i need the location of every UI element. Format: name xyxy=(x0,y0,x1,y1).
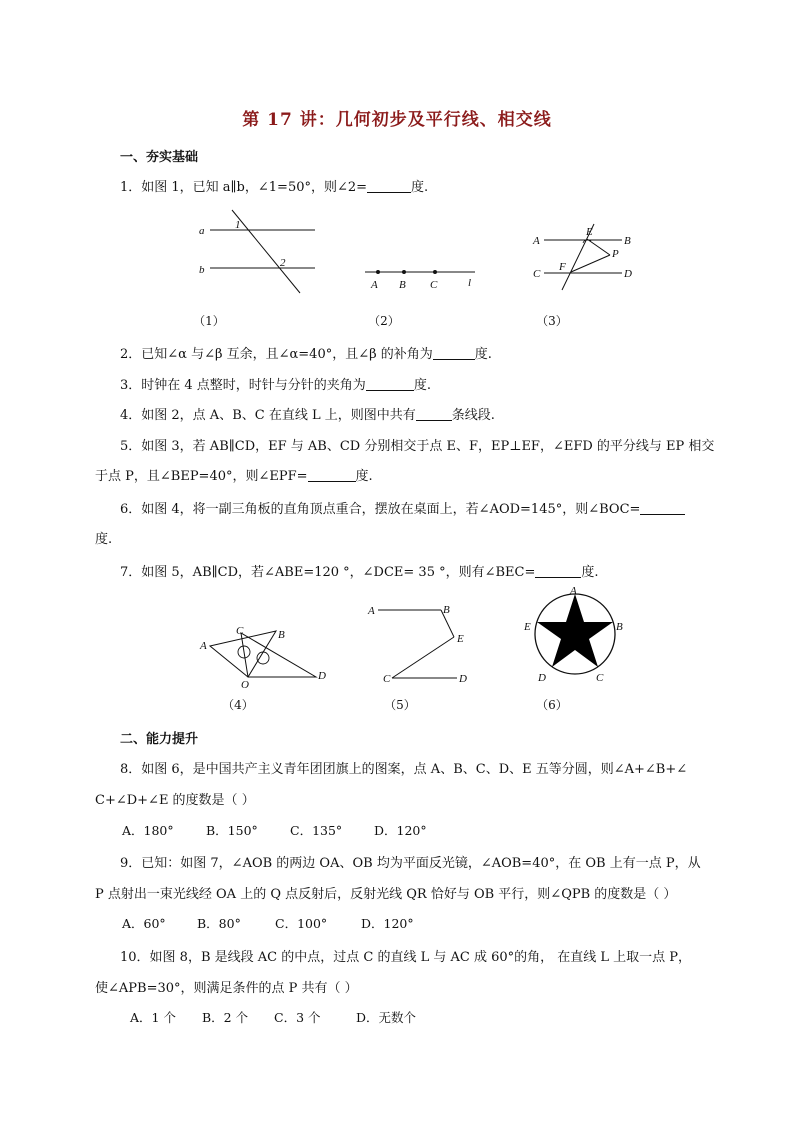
figure-4 xyxy=(196,622,336,690)
caption-2: （2） xyxy=(368,314,400,328)
figure-1 xyxy=(190,205,330,295)
point-a xyxy=(376,270,380,274)
q3-answer-blank[interactable] xyxy=(366,378,414,391)
fig3-label-p: P xyxy=(612,248,619,260)
fig4-label-o: O xyxy=(241,679,249,690)
q4-answer-blank[interactable] xyxy=(416,408,452,421)
fig3-label-f: F xyxy=(559,261,566,273)
fig2-label-b: B xyxy=(399,279,406,291)
fig5-label-e: E xyxy=(457,633,464,645)
q8-option-d[interactable]: D．120° xyxy=(374,823,427,838)
q5-unit: 度. xyxy=(355,469,373,484)
caption-6: （6） xyxy=(536,698,568,712)
fig3-label-c: C xyxy=(533,268,541,280)
figure-3 xyxy=(530,218,640,293)
fig1-angle-1: 1 xyxy=(235,219,241,231)
fig6-label-d: D xyxy=(538,672,546,684)
q10-option-c[interactable]: C．3 个 xyxy=(274,1010,321,1025)
fig4-label-b: B xyxy=(278,629,285,641)
fig1-label-a: a xyxy=(199,225,205,237)
q2-unit: 度. xyxy=(474,347,492,362)
page-title: 第 17 讲：几何初步及平行线、相交线 xyxy=(242,110,552,130)
triangle-aob xyxy=(210,631,276,677)
q7-text: 7．如图 5，AB∥CD，若∠ABE=120 °，∠DCE= 35 °，则有∠BEC= xyxy=(120,565,536,580)
q8-option-c[interactable]: C．135° xyxy=(290,823,343,838)
fig5-label-d: D xyxy=(459,673,467,685)
question-5-line-2 xyxy=(95,465,373,484)
fig1-label-b: b xyxy=(199,264,205,276)
q6-answer-blank[interactable] xyxy=(640,502,685,515)
section-heading-basics: 一、夯实基础 xyxy=(120,150,199,165)
q9-option-c[interactable]: C．100° xyxy=(275,916,328,931)
fig6-label-e: E xyxy=(524,621,531,633)
segment-ep xyxy=(587,239,610,255)
question-6-line-1 xyxy=(120,498,685,517)
question-2 xyxy=(120,343,492,362)
point-b xyxy=(402,270,406,274)
q3-unit: 度. xyxy=(413,378,431,393)
fig5-label-c: C xyxy=(383,673,391,685)
q7-unit: 度. xyxy=(581,565,599,580)
caption-3: （3） xyxy=(536,314,568,328)
q9-option-b[interactable]: B．80° xyxy=(197,916,241,931)
question-9-line-1: 9．已知：如图 7，∠AOB 的两边 OA、OB 均为平面反光镜，∠AOB=40°，在 OB 上有一点 P，从 xyxy=(120,856,701,871)
point-c xyxy=(433,270,437,274)
question-6-unit: 度. xyxy=(95,532,113,547)
fig3-label-a: A xyxy=(533,235,540,247)
fig4-label-d: D xyxy=(318,670,326,682)
transversal xyxy=(232,210,300,293)
fig6-label-b: B xyxy=(616,621,623,633)
fig5-label-a: A xyxy=(368,605,375,617)
q9-option-d[interactable]: D．120° xyxy=(361,916,414,931)
fig2-label-l: l xyxy=(468,277,472,289)
caption-1: （1） xyxy=(193,314,225,328)
q4-unit: 条线段. xyxy=(451,408,495,423)
fig6-label-c: C xyxy=(596,672,604,684)
q10-option-b[interactable]: B．2 个 xyxy=(202,1010,249,1025)
q3-text: 3．时钟在 4 点整时，时针与分针的夹角为 xyxy=(120,378,366,393)
question-10-line-2: 使∠APB=30°，则满足条件的点 P 共有（ ） xyxy=(95,981,358,996)
figure-6 xyxy=(514,584,634,688)
caption-5: （5） xyxy=(384,698,416,712)
q5-text: 于点 P，且∠BEP=40°，则∠EPF= xyxy=(95,469,308,484)
q1-unit: 度. xyxy=(411,180,429,195)
section-heading-advanced: 二、能力提升 xyxy=(120,732,199,747)
question-9-options xyxy=(122,914,414,932)
caption-4: （4） xyxy=(222,698,254,712)
q5-answer-blank[interactable] xyxy=(308,469,356,482)
segment-ec xyxy=(392,637,454,678)
segment-fp xyxy=(571,255,610,272)
question-4 xyxy=(120,404,495,423)
q2-answer-blank[interactable] xyxy=(433,347,475,360)
fig1-angle-2: 2 xyxy=(280,257,286,269)
fig4-label-a: A xyxy=(200,640,207,652)
fig3-label-b: B xyxy=(624,235,631,247)
q1-answer-blank[interactable] xyxy=(367,180,411,193)
q10-option-d[interactable]: D．无数个 xyxy=(356,1010,417,1025)
question-1 xyxy=(120,176,428,195)
q7-answer-blank[interactable] xyxy=(535,565,581,578)
q4-text: 4．如图 2，点 A、B、C 在直线 L 上，则图中共有 xyxy=(120,408,416,423)
question-8-line-1: 8．如图 6，是中国共产主义青年团团旗上的图案，点 A、B、C、D、E 五等分圆，则∠A+∠B+∠ xyxy=(120,762,688,777)
fig2-label-c: C xyxy=(430,279,438,291)
fig3-label-e: E xyxy=(586,226,593,238)
question-8-line-2: C+∠D+∠E 的度数是（ ） xyxy=(95,793,255,808)
fig4-label-c: C xyxy=(236,625,244,637)
q8-option-b[interactable]: B．150° xyxy=(206,823,258,838)
q9-option-a[interactable]: A．60° xyxy=(122,916,166,931)
triangle-hole-2 xyxy=(257,652,269,664)
fig3-label-d: D xyxy=(624,268,632,280)
question-9-line-2: P 点射出一束光线经 OA 上的 Q 点反射后，反射光线 QR 恰好与 OB 平行，则∠QPB 的度数是（ ） xyxy=(95,887,677,902)
figure-2 xyxy=(360,258,480,293)
question-7 xyxy=(120,561,599,580)
question-3 xyxy=(120,374,431,393)
fig6-label-a: A xyxy=(570,585,577,597)
q8-option-a[interactable]: A．180° xyxy=(122,823,174,838)
question-10-line-1: 10．如图 8，B 是线段 AC 的中点，过点 C 的直线 L 与 AC 成 60°的角， 在直线 L 上取一点 P， xyxy=(120,950,692,965)
fig5-label-b: B xyxy=(443,604,450,616)
q1-text: 1．如图 1，已知 a∥b，∠1=50°，则∠2= xyxy=(120,180,368,195)
q10-option-a[interactable]: A．1 个 xyxy=(130,1010,176,1025)
figure-5 xyxy=(362,600,472,688)
question-5-line-1: 5．如图 3，若 AB∥CD，EF 与 AB、CD 分别相交于点 E、F，EP⊥EF，∠EFD 的平分线与 EP 相交 xyxy=(120,439,715,454)
q6-text: 6．如图 4，将一副三角板的直角顶点重合，摆放在桌面上，若∠AOD=145°，则∠BOC= xyxy=(120,502,641,517)
question-10-options xyxy=(130,1008,416,1026)
q2-text: 2．已知∠α 与∠β 互余，且∠α=40°，且∠β 的补角为 xyxy=(120,347,433,362)
fig2-label-a: A xyxy=(371,279,378,291)
question-8-options xyxy=(122,821,427,839)
